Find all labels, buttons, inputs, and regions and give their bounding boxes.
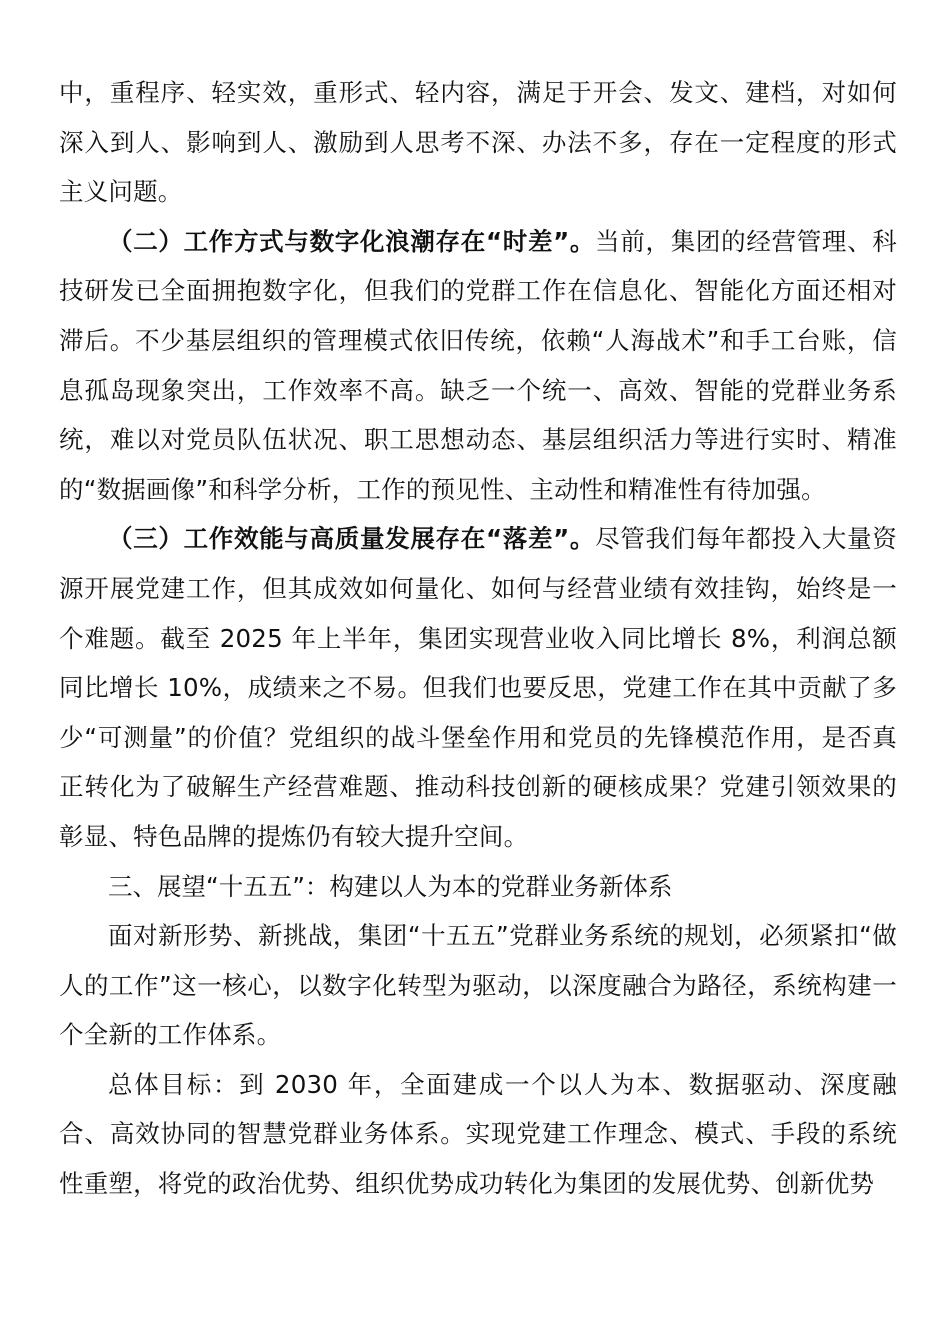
paragraph-intro <box>59 911 897 1060</box>
paragraph-heading: （三）工作效能与高质量发展存在“落差”。 <box>108 524 596 554</box>
paragraph-text: 总体目标：到 2030 年，全面建成一个以人为本、数据驱动、深度融合、高效协同的智慧党群业务体系。实现党建工作理念、模式、手段的系统性重塑，将党的政治优势、组织优势成功转化为集团的发展优势、创新优势 <box>59 1069 897 1199</box>
paragraph-text: 面对新形势、新挑战，集团“十五五”党群业务系统的规划，必须紧扣“做人的工作”这一核心，以数字化转型为驱动，以深度融合为路径，系统构建一个全新的工作体系。 <box>59 921 897 1050</box>
document-page <box>59 68 897 1209</box>
paragraph-text: 中，重程序、轻实效，重形式、轻内容，满足于开会、发文、建档，对如何深入到人、影响到人、激励到人思考不深、办法不多，存在一定程度的形式主义问题。 <box>59 78 897 207</box>
paragraph-digital-gap <box>59 217 897 515</box>
paragraph-overall-goal <box>59 1060 897 1209</box>
paragraph-effectiveness-gap <box>59 514 897 861</box>
paragraph-continuation <box>59 68 897 217</box>
paragraph-text: 尽管我们每年都投入大量资源开展党建工作，但其成效如何量化、如何与经营业绩有效挂钩，始终是一个难题。截至 2025 年上半年，集团实现营业收入同比增长 8%，利润总额同比增长 10%，成绩来之不易。但我们也要反思，党建工作在其中贡献了多少“可测量”的价值？党组织的战斗堡垒作用和党员的先锋模范作用，是否真正转化为了破解生产经营难题、推动科技创新的硬核成果？党建引领效果的彰显、特色品牌的提炼仍有较大提升空间。 <box>59 524 898 851</box>
section-title: 三、展望“十五五”：构建以人为本的党群业务新体系 <box>108 871 673 901</box>
paragraph-heading: （二）工作方式与数字化浪潮存在“时差”。 <box>108 226 596 256</box>
paragraph-text: 当前，集团的经营管理、科技研发已全面拥抱数字化，但我们的党群工作在信息化、智能化方面还相对滞后。不少基层组织的管理模式依旧传统，依赖“人海战术”和手工台账，信息孤岛现象突出，工作效率不高。缺乏一个统一、高效、智能的党群业务系统，难以对党员队伍状况、职工思想动态、基层组织活力等进行实时、精准的“数据画像”和科学分析，工作的预见性、主动性和精准性有待加强。 <box>59 226 898 504</box>
